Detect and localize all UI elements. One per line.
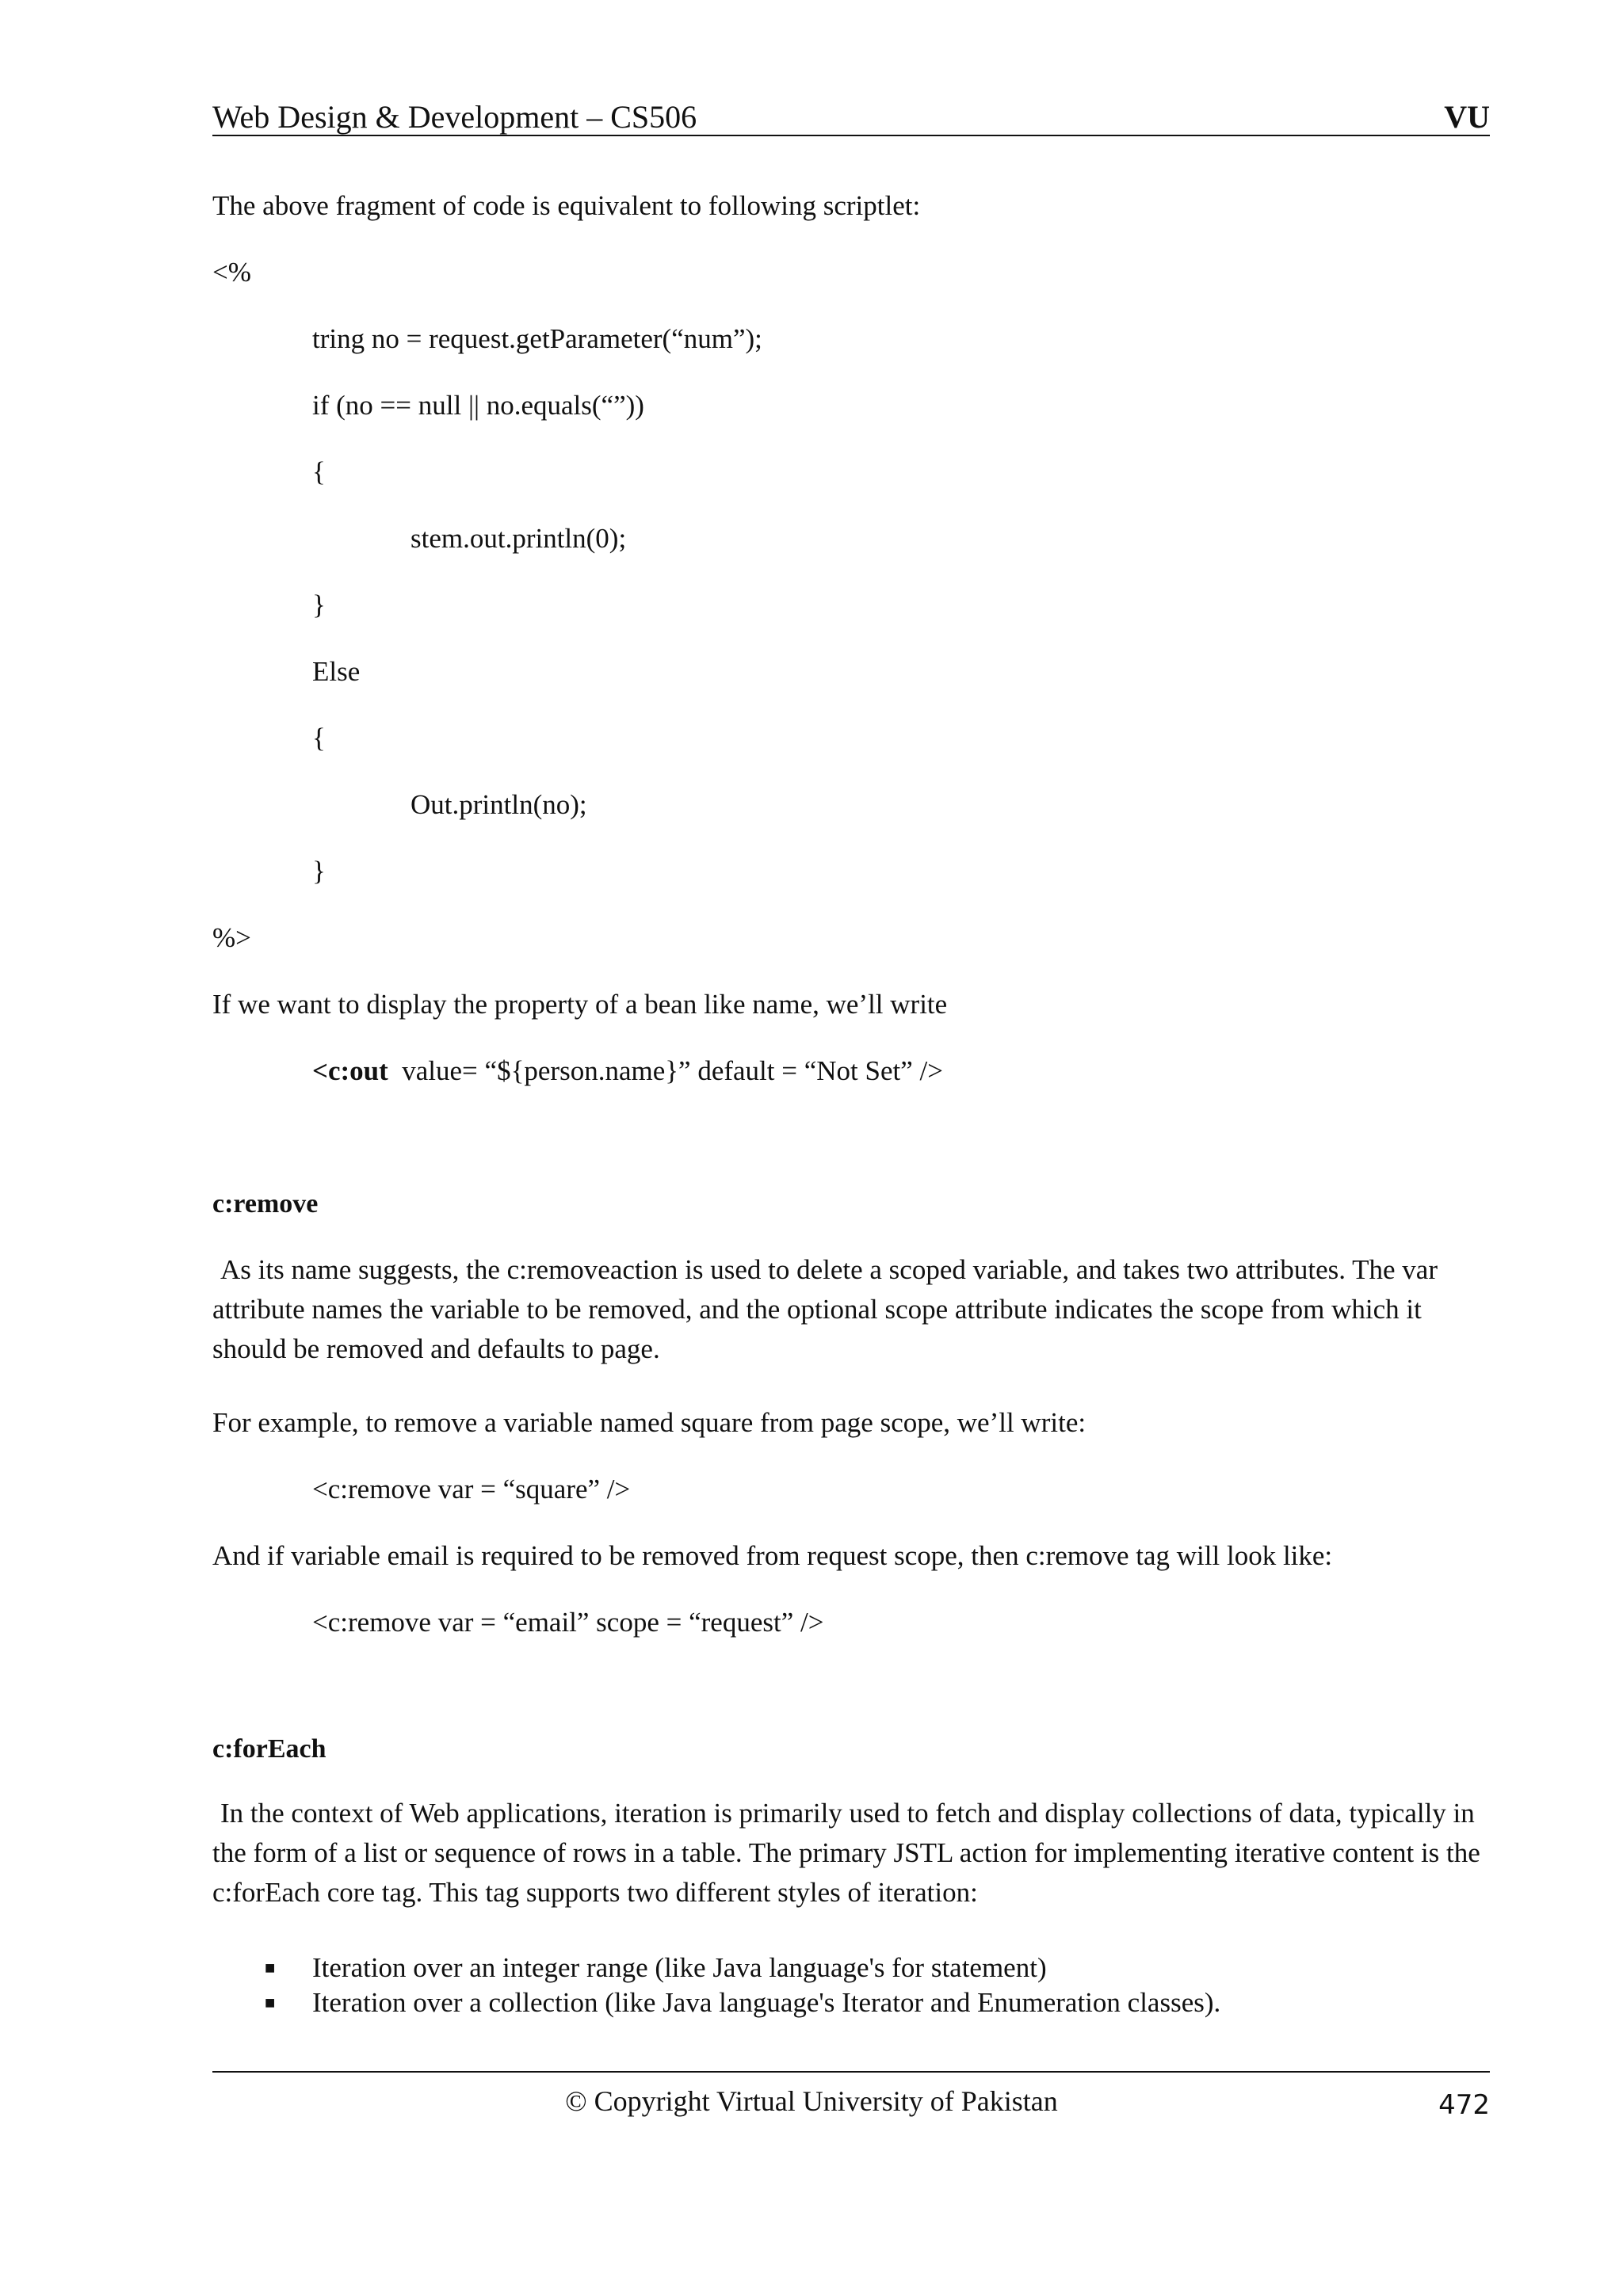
scriptlet-line: if (no == null || no.equals(“”)): [312, 390, 644, 421]
list-item: Iteration over an integer range (like Java language's for statement): [312, 1952, 1047, 1983]
bullet-square-icon: ■: [265, 1958, 276, 1978]
header-logo: VU: [1444, 99, 1490, 135]
header-title: Web Design & Development – CS506: [212, 99, 697, 135]
intro-text: The above fragment of code is equivalent to following scriptlet:: [212, 190, 921, 221]
cout-tag: <c:out: [312, 1055, 388, 1086]
remove-example-code: <c:remove var = “square” />: [312, 1474, 631, 1505]
scriptlet-line: tring no = request.getParameter(“num”);: [312, 323, 762, 354]
footer-rule: [212, 2071, 1490, 2073]
scriptlet-line: Out.println(no);: [411, 789, 587, 820]
bean-text: If we want to display the property of a bean like name, we’ll write: [212, 989, 948, 1020]
remove-email-code: <c:remove var = “email” scope = “request” />: [312, 1607, 824, 1638]
scriptlet-line: {: [312, 723, 326, 753]
scriptlet-line: {: [312, 456, 326, 487]
scriptlet-line: }: [312, 856, 326, 887]
remove-email-intro: And if variable email is required to be removed from request scope, then c:remove tag will look like:: [212, 1540, 1333, 1571]
scriptlet-close: %>: [212, 922, 251, 953]
remove-heading: c:remove: [212, 1189, 319, 1219]
header-rule: [212, 135, 1490, 136]
remove-paragraph: As its name suggests, the c:removeaction is used to delete a scoped variable, and takes two attributes. The var attribute names the variable to be removed, and the optional scope attribute indicates the scope from which it should be removed and defaults to page.: [212, 1254, 1438, 1364]
scriptlet-line: stem.out.println(0);: [411, 523, 627, 554]
cout-example: [312, 1052, 943, 1090]
remove-example-intro: For example, to remove a variable named square from page scope, we’ll write:: [212, 1407, 1086, 1438]
bullet-square-icon: ■: [265, 1993, 276, 2012]
foreach-heading: c:forEach: [212, 1734, 327, 1764]
list-item: Iteration over a collection (like Java language's Iterator and Enumeration classes).: [312, 1987, 1221, 2018]
footer-copyright: © Copyright Virtual University of Pakistan: [565, 2085, 1058, 2117]
foreach-paragraph: In the context of Web applications, iteration is primarily used to fetch and display collections of data, typically in the form of a list or sequence of rows in a table. The primary JSTL action for implementing iterative content is the c:forEach core tag. This tag supports two different styles of iteration:: [212, 1798, 1480, 1908]
scriptlet-line: Else: [312, 656, 361, 687]
page-number: 472: [1438, 2089, 1490, 2121]
cout-attributes: value= “${person.name}” default = “Not Set” />: [402, 1055, 943, 1086]
scriptlet-open: <%: [212, 257, 251, 288]
scriptlet-line: }: [312, 589, 326, 620]
